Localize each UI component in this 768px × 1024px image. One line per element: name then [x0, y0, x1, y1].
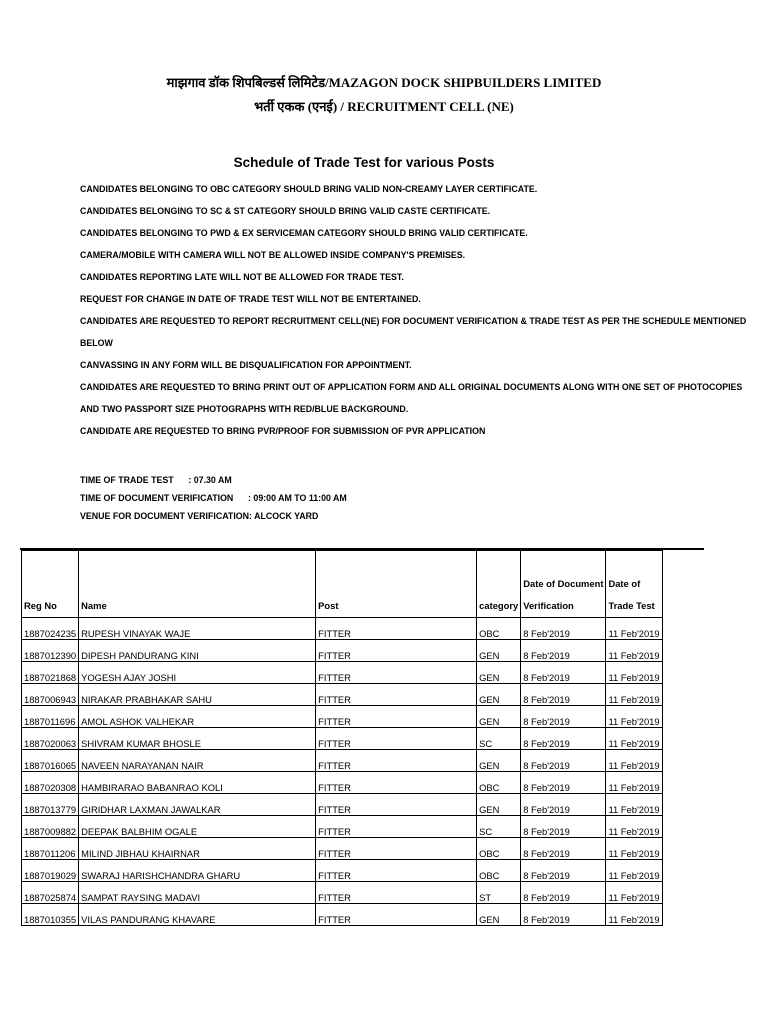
instruction-line: CANVASSING IN ANY FORM WILL BE DISQUALIFICATION FOR APPOINTMENT.: [80, 360, 412, 371]
verification-date-cell: 8 Feb'2019: [521, 794, 606, 816]
reg-no-cell: 1887020308: [22, 772, 79, 794]
column-header-category: category: [477, 551, 521, 618]
reg-no-cell: 1887009882: [22, 816, 79, 838]
instruction-line: CAMERA/MOBILE WITH CAMERA WILL NOT BE ALLOWED INSIDE COMPANY'S PREMISES.: [80, 250, 466, 261]
post-cell: FITTER: [316, 684, 477, 706]
category-cell: OBC: [477, 838, 521, 860]
verification-date-cell: 8 Feb'2019: [521, 816, 606, 838]
column-header-post: Post: [316, 551, 477, 618]
instruction-line: CANDIDATES ARE REQUESTED TO REPORT RECRUITMENT CELL(NE) FOR DOCUMENT VERIFICATION & TRADE TEST AS PER THE SCHEDULE MENTIONED: [80, 316, 747, 327]
reg-no-cell: 1887021868: [22, 662, 79, 684]
table-row: [22, 684, 663, 706]
organization-heading: माझगाव डॉक शिपबिल्डर्स लिमिटेड/MAZAGON DOCK SHIPBUILDERS LIMITED: [166, 75, 602, 90]
verification-date-cell: 8 Feb'2019: [521, 728, 606, 750]
document-title: Schedule of Trade Test for various Posts: [233, 155, 495, 170]
reg-no-cell: 1887013779: [22, 794, 79, 816]
trade-test-date-cell: 11 Feb'2019: [606, 860, 662, 882]
verification-date-cell: 8 Feb'2019: [521, 684, 606, 706]
trade-test-date-cell: 11 Feb'2019: [606, 728, 662, 750]
category-cell: SC: [477, 816, 521, 838]
post-cell: FITTER: [316, 816, 477, 838]
table-row: [22, 706, 663, 728]
instruction-line: REQUEST FOR CHANGE IN DATE OF TRADE TEST WILL NOT BE ENTERTAINED.: [80, 294, 421, 305]
instruction-line: BELOW: [80, 338, 113, 349]
table-row: [22, 860, 663, 882]
column-header-document-verification-line2: Verification: [523, 600, 574, 611]
table-row: [22, 838, 663, 860]
verification-date-cell: 8 Feb'2019: [521, 750, 606, 772]
column-header-trade-test-line1: Date of: [608, 578, 641, 589]
category-cell: OBC: [477, 772, 521, 794]
name-cell: VILAS PANDURANG KHAVARE: [79, 904, 316, 926]
category-cell: GEN: [477, 794, 521, 816]
column-header-document-verification: [521, 551, 606, 618]
table-row: [22, 618, 663, 640]
reg-no-cell: 1887011206: [22, 838, 79, 860]
verification-date-cell: 8 Feb'2019: [521, 904, 606, 926]
trade-test-date-cell: 11 Feb'2019: [606, 772, 662, 794]
name-cell: NAVEEN NARAYANAN NAIR: [79, 750, 316, 772]
category-cell: GEN: [477, 662, 521, 684]
trade-test-date-cell: 11 Feb'2019: [606, 750, 662, 772]
category-cell: OBC: [477, 860, 521, 882]
table-row: [22, 794, 663, 816]
name-cell: AMOL ASHOK VALHEKAR: [79, 706, 316, 728]
name-cell: MILIND JIBHAU KHAIRNAR: [79, 838, 316, 860]
candidate-schedule-table: [21, 550, 663, 926]
category-cell: GEN: [477, 750, 521, 772]
instruction-line: CANDIDATE ARE REQUESTED TO BRING PVR/PROOF FOR SUBMISSION OF PVR APPLICATION: [80, 426, 486, 437]
column-header-trade-test: [606, 551, 662, 618]
post-cell: FITTER: [316, 662, 477, 684]
reg-no-cell: 1887019029: [22, 860, 79, 882]
instruction-line: AND TWO PASSPORT SIZE PHOTOGRAPHS WITH RED/BLUE BACKGROUND.: [80, 404, 409, 415]
document-verification-time: TIME OF DOCUMENT VERIFICATION : 09:00 AM TO 11:00 AM: [80, 493, 347, 504]
post-cell: FITTER: [316, 904, 477, 926]
instructions-list: [80, 179, 747, 443]
column-header-name: Name: [79, 551, 316, 618]
trade-test-time: TIME OF TRADE TEST : 07.30 AM: [80, 475, 232, 486]
instruction-line: CANDIDATES REPORTING LATE WILL NOT BE ALLOWED FOR TRADE TEST.: [80, 272, 404, 283]
table-row: [22, 728, 663, 750]
reg-no-cell: 1887006943: [22, 684, 79, 706]
name-cell: NIRAKAR PRABHAKAR SAHU: [79, 684, 316, 706]
reg-no-cell: 1887025874: [22, 882, 79, 904]
instruction-line: CANDIDATES BELONGING TO OBC CATEGORY SHOULD BRING VALID NON-CREAMY LAYER CERTIFICATE.: [80, 184, 538, 195]
reg-no-cell: 1887010355: [22, 904, 79, 926]
name-cell: SWARAJ HARISHCHANDRA GHARU: [79, 860, 316, 882]
reg-no-cell: 1887020063: [22, 728, 79, 750]
category-cell: GEN: [477, 684, 521, 706]
category-cell: ST: [477, 882, 521, 904]
trade-test-date-cell: 11 Feb'2019: [606, 684, 662, 706]
post-cell: FITTER: [316, 882, 477, 904]
name-cell: DIPESH PANDURANG KINI: [79, 640, 316, 662]
post-cell: FITTER: [316, 772, 477, 794]
trade-test-date-cell: 11 Feb'2019: [606, 904, 662, 926]
category-cell: GEN: [477, 904, 521, 926]
reg-no-cell: 1887024235: [22, 618, 79, 640]
category-cell: OBC: [477, 618, 521, 640]
name-cell: DEEPAK BALBHIM OGALE: [79, 816, 316, 838]
trade-test-date-cell: 11 Feb'2019: [606, 662, 662, 684]
schedule-timing: [80, 472, 347, 526]
instruction-line: CANDIDATES BELONGING TO SC & ST CATEGORY SHOULD BRING VALID CASTE CERTIFICATE.: [80, 206, 491, 217]
trade-test-date-cell: 11 Feb'2019: [606, 706, 662, 728]
table-row: [22, 772, 663, 794]
recruitment-cell-heading: भर्ती एकक (एनई) / RECRUITMENT CELL (NE): [254, 99, 514, 114]
category-cell: GEN: [477, 706, 521, 728]
column-header-trade-test-line2: Trade Test: [608, 600, 655, 611]
table-row: [22, 640, 663, 662]
trade-test-date-cell: 11 Feb'2019: [606, 816, 662, 838]
post-cell: FITTER: [316, 618, 477, 640]
name-cell: SAMPAT RAYSING MADAVI: [79, 882, 316, 904]
name-cell: SHIVRAM KUMAR BHOSLE: [79, 728, 316, 750]
verification-date-cell: 8 Feb'2019: [521, 860, 606, 882]
name-cell: GIRIDHAR LAXMAN JAWALKAR: [79, 794, 316, 816]
column-header-document-verification-line1: Date of Document: [523, 578, 604, 589]
verification-date-cell: 8 Feb'2019: [521, 882, 606, 904]
trade-test-date-cell: 11 Feb'2019: [606, 882, 662, 904]
table-row: [22, 662, 663, 684]
post-cell: FITTER: [316, 750, 477, 772]
trade-test-date-cell: 11 Feb'2019: [606, 838, 662, 860]
post-cell: FITTER: [316, 838, 477, 860]
table-header-row: [22, 551, 663, 618]
post-cell: FITTER: [316, 794, 477, 816]
post-cell: FITTER: [316, 728, 477, 750]
verification-date-cell: 8 Feb'2019: [521, 772, 606, 794]
trade-test-date-cell: 11 Feb'2019: [606, 640, 662, 662]
name-cell: HAMBIRARAO BABANRAO KOLI: [79, 772, 316, 794]
category-cell: GEN: [477, 640, 521, 662]
category-cell: SC: [477, 728, 521, 750]
name-cell: YOGESH AJAY JOSHI: [79, 662, 316, 684]
table-row: [22, 816, 663, 838]
trade-test-date-cell: 11 Feb'2019: [606, 618, 662, 640]
post-cell: FITTER: [316, 860, 477, 882]
instruction-line: CANDIDATES BELONGING TO PWD & EX SERVICEMAN CATEGORY SHOULD BRING VALID CERTIFICATE.: [80, 228, 528, 239]
table-row: [22, 904, 663, 926]
reg-no-cell: 1887016065: [22, 750, 79, 772]
verification-date-cell: 8 Feb'2019: [521, 618, 606, 640]
post-cell: FITTER: [316, 640, 477, 662]
table-row: [22, 750, 663, 772]
verification-date-cell: 8 Feb'2019: [521, 662, 606, 684]
name-cell: RUPESH VINAYAK WAJE: [79, 618, 316, 640]
verification-date-cell: 8 Feb'2019: [521, 706, 606, 728]
reg-no-cell: 1887012390: [22, 640, 79, 662]
column-header-reg-no: Reg No: [22, 551, 79, 618]
trade-test-date-cell: 11 Feb'2019: [606, 794, 662, 816]
verification-date-cell: 8 Feb'2019: [521, 838, 606, 860]
post-cell: FITTER: [316, 706, 477, 728]
instruction-line: CANDIDATES ARE REQUESTED TO BRING PRINT OUT OF APPLICATION FORM AND ALL ORIGINAL DOCUMENTS ALONG WITH ONE SET OF PHOTOCOPIES: [80, 382, 743, 393]
reg-no-cell: 1887011696: [22, 706, 79, 728]
verification-venue: VENUE FOR DOCUMENT VERIFICATION: ALCOCK YARD: [80, 511, 319, 522]
table-row: [22, 882, 663, 904]
verification-date-cell: 8 Feb'2019: [521, 640, 606, 662]
